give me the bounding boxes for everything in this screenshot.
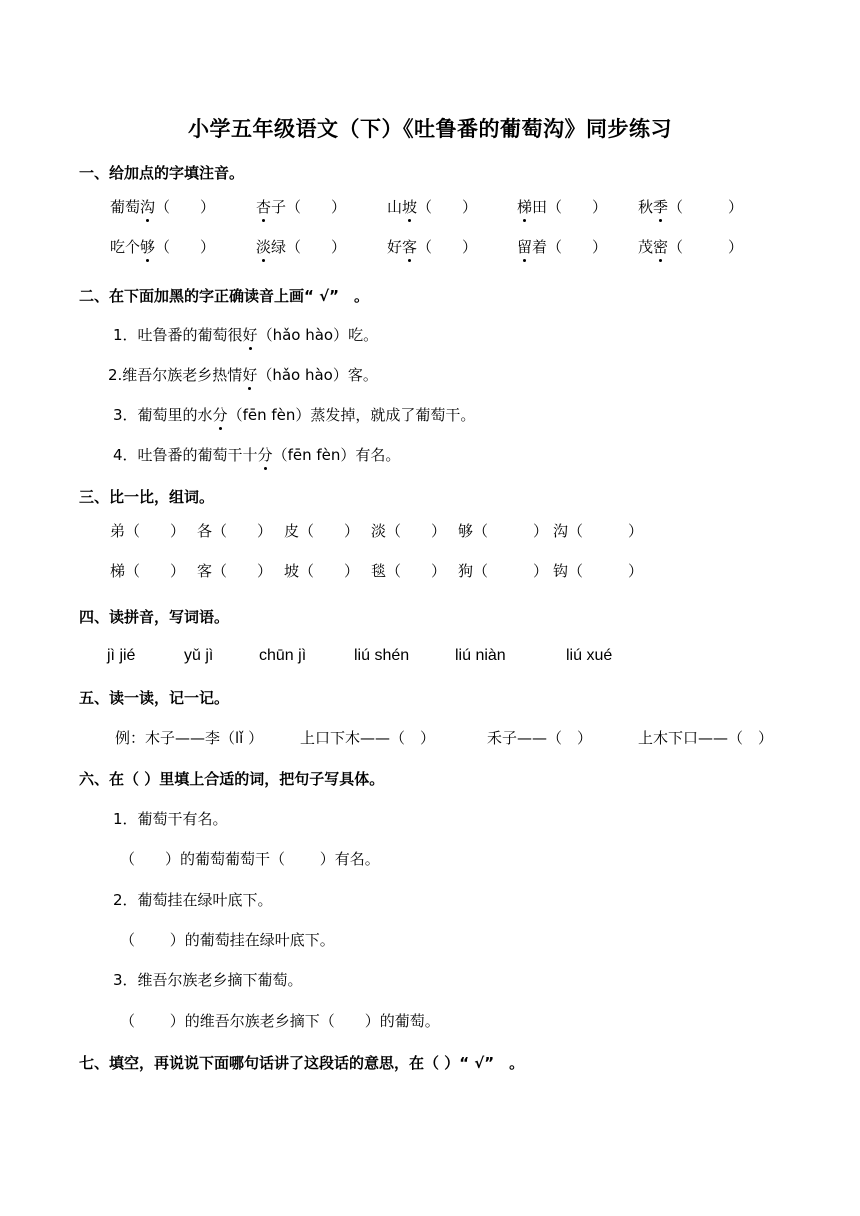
riddle-item: 上木下口——（ ） — [638, 729, 774, 747]
phonetic-item: 吃个够（ ） — [110, 238, 216, 256]
word-item: 各（ ） — [197, 522, 273, 540]
section-4-heading: 四、读拼音，写词语。 — [79, 608, 230, 626]
sentence-line: 1．葡萄干有名。 — [113, 810, 228, 828]
riddle-example: 例：木子——李（lǐ ） — [115, 729, 264, 747]
word-item: 淡（ ） — [371, 522, 447, 540]
word-item: 皮（ ） — [284, 522, 360, 540]
word-item: 沟（ ） — [553, 522, 644, 540]
section-1-heading: 一、给加点的字填注音。 — [79, 164, 245, 182]
pinyin-item: chūn jì — [259, 647, 307, 664]
pinyin-item: liú shén — [354, 647, 410, 664]
sentence-blank-line: （ ）的维吾尔族老乡摘下（ ）的葡萄。 — [120, 1012, 440, 1030]
page-title: 小学五年级语文（下）《吐鲁番的葡萄沟》同步练习 — [188, 117, 672, 141]
phonetic-item: 杏子（ ） — [256, 198, 347, 216]
word-item: 坡（ ） — [284, 562, 360, 580]
section-3-heading: 三、比一比，组词。 — [79, 488, 215, 506]
word-item: 够（ ） — [458, 522, 549, 540]
pinyin-item: yǔ jì — [184, 647, 214, 664]
reading-item: 1．吐鲁番的葡萄很好（hǎo hào）吃。 — [113, 326, 379, 344]
pinyin-item: jì jié — [107, 647, 136, 664]
riddle-item: 禾子——（ ） — [487, 729, 593, 747]
phonetic-item: 梯田（ ） — [517, 198, 608, 216]
phonetic-item: 葡萄沟（ ） — [110, 198, 216, 216]
section-7-heading: 七、填空，再说说下面哪句话讲了这段话的意思，在（ ）“ √” 。 — [79, 1054, 525, 1072]
word-item: 狗（ ） — [458, 562, 549, 580]
section-5-heading: 五、读一读，记一记。 — [79, 689, 230, 707]
sentence-line: 2．葡萄挂在绿叶底下。 — [113, 891, 273, 909]
section-2-heading: 二、在下面加黑的字正确读音上画“ √” 。 — [79, 287, 369, 305]
phonetic-item: 好客（ ） — [387, 238, 478, 256]
word-item: 弟（ ） — [110, 522, 186, 540]
reading-item: 4．吐鲁番的葡萄干十分（fēn fèn）有名。 — [113, 446, 401, 464]
sentence-blank-line: （ ）的葡萄挂在绿叶底下。 — [120, 931, 335, 949]
word-item: 客（ ） — [197, 562, 273, 580]
phonetic-item: 淡绿（ ） — [256, 238, 347, 256]
reading-item: 2.维吾尔族老乡热情好（hǎo hào）客。 — [108, 366, 378, 384]
reading-item: 3．葡萄里的水分（fēn fèn）蒸发掉，就成了葡萄干。 — [113, 406, 476, 424]
pinyin-item: liú xué — [566, 647, 613, 664]
pinyin-item: liú niàn — [455, 647, 506, 664]
sentence-line: 3．维吾尔族老乡摘下葡萄。 — [113, 971, 303, 989]
sentence-blank-line: （ ）的葡萄葡萄干（ ）有名。 — [120, 850, 380, 868]
phonetic-item: 山坡（ ） — [387, 198, 478, 216]
phonetic-item: 茂密（ ） — [638, 238, 744, 256]
word-item: 梯（ ） — [110, 562, 186, 580]
riddle-item: 上口下木——（ ） — [300, 729, 436, 747]
phonetic-item: 秋季（ ） — [638, 198, 744, 216]
word-item: 钩（ ） — [553, 562, 644, 580]
word-item: 毯（ ） — [371, 562, 447, 580]
phonetic-item: 留着（ ） — [517, 238, 608, 256]
section-6-heading: 六、在（ ）里填上合适的词，把句子写具体。 — [79, 770, 385, 788]
